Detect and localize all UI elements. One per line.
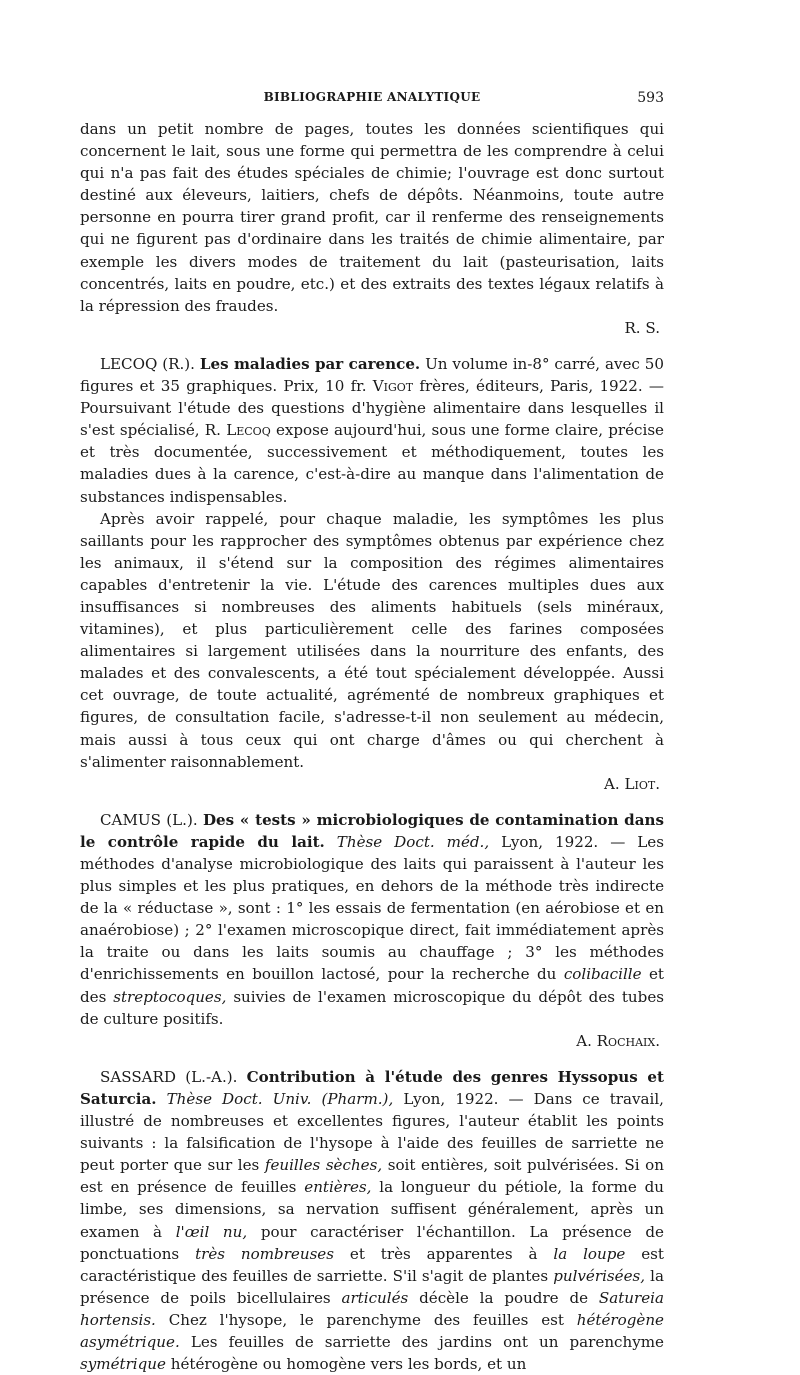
running-title: BIBLIOGRAPHIE ANALYTIQUE — [263, 90, 481, 104]
entry-title: Les maladies par carence. — [199, 354, 421, 373]
entry-publisher: Vigot — [372, 377, 414, 396]
entry-thesis: Thèse Doct. méd., — [336, 832, 490, 851]
entry-imprint: Un volume in-8° carré, avec 50 figures et 35 graphiques. Prix, 10 fr. — [80, 354, 664, 396]
entry-sassard-paragraph: SASSARD (L.-A.). Contribution à l'étude des genres Hyssopus et Saturcia. Thèse Doct. Univ. (Pharm.), Lyon, 1922. — Dans ce travail, illustré de nombreuses et excellentes figures, l'auteur établit les points suivants : la falsification de l'hysope à l'aide des feuilles de sarriette ne peut porter que sur les feuilles sèches, soit entières, soit pulvérisées. Si on est en présence de feuilles entières, la longueur du pétiole, la forme du limbe, ses dimensions, sa nervation suffisent généralement, après un examen à l'œil nu, pour caractériser l'échantillon. La présence de ponctuations très nombreuses et très apparentes à la loupe est caractéristique des feuilles de sarriette. S'il s'agit de plantes pulvérisées, la présence de poils bicellulaires articulés décèle la poudre de Satureia hortensis. Chez l'hysope, le parenchyme des feuilles est hétérogène asymétrique. Les feuilles de sarriette des jardins ont un parenchyme symétrique hétérogène ou homogène vers les bords, et un — [80, 1067, 665, 1374]
entry-author: SASSARD (L.-A.). — [100, 1067, 238, 1086]
entry-lecoq — [80, 353, 664, 795]
entry-title: Des « tests » microbiologiques de contamination dans le contrôle rapide du lait. — [80, 810, 664, 851]
entry-lecoq-signature: A. Liot. — [603, 774, 660, 793]
entry-camus — [80, 809, 664, 1052]
entry-lecoq-paragraph-2: Après avoir rappelé, pour chaque maladie, les symptômes les plus saillants pour les rapprocher des symptômes obtenus par expérience chez les animaux, il s'étend sur la composition des régimes alimentaires capables d'entretenir la vie. L'étude des carences multiples dues aux insuffisances si nombreuses des aliments habituels (sels minéraux, vitamines), et plus particulièrement celle des farines composées alimentaires si largement utilisées dans la nourriture des enfants, des malades et des convalescents, a été tout spécialement développée. Aussi cet ouvrage, de toute actualité, agrémenté de nombreux graphiques et figures, de consultation facile, s'adresse-t-il non seulement au médecin, mais aussi à tous ceux qui ont charge d'âmes ou qui cherchent à s'alimenter raisonnablement. — [80, 509, 664, 771]
entry-title: Contribution à l'étude des genres Hyssopus et Saturcia. — [80, 1067, 665, 1108]
entry-author: LECOQ (R.). — [100, 354, 195, 373]
entry-camus-paragraph: CAMUS (L.). Des « tests » microbiologiques de contamination dans le contrôle rapide du lait. Thèse Doct. méd., Lyon, 1922. — Les méthodes d'analyse microbiologique des laits qui paraissent à l'auteur les plus simples et les plus pratiques, en dehors de la méthode très indirecte de la « réductase », sont : 1° les essais de fermentation (en aérobiose et en anaérobiose) ; 2° l'examen microscopique direct, fait immédiatement après la traite ou dans les laits soumis au chauffage ; 3° les méthodes d'enrichissements en bouillon lactosé, pour la recherche du colibacille et des streptocoques, suivies de l'examen microscopique du dépôt des tubes de culture positifs. — [80, 810, 664, 1028]
entry-sassard — [80, 1066, 664, 1375]
entry-author: CAMUS (L.). — [100, 810, 198, 829]
page-body — [80, 118, 664, 1375]
continuation-signature: R. S. — [624, 318, 660, 337]
continuation-text: dans un petit nombre de pages, toutes les données scientifiques qui concernent le lait, sous une forme qui permettra de les comprendre à celui qui n'a pas fait des études spéciales de chimie; l'ouvrage est donc surtout destiné aux éleveurs, laitiers, chefs de dépôts. Néanmoins, toute autre personne en pourra tirer grand profit, car il renferme des renseignements qui ne figurent pas d'ordinaire dans les traités de chimie alimentaire, par exemple les divers modes de traitement du lait (pasteurisation, laits concentrés, laits en poudre, etc.) et des extraits des textes légaux relatifs à la répression des fraudes. — [80, 120, 664, 315]
entry-lecoq-paragraph-1: LECOQ (R.). Les maladies par carence. Un volume in-8° carré, avec 50 figures et 35 graphiques. Prix, 10 fr. Vigot frères, éditeurs, Paris, 1922. — Poursuivant l'étude des questions d'hygiène alimentaire dans lesquelles il s'est spécialisé, R. Lecoq expose aujourd'hui, sous une forme claire, précise et très documentée, successivement et méthodiquement, toutes les maladies dues à la carence, c'est-à-dire au manque dans l'alimentation de substances indispensables. — [80, 354, 664, 506]
entry-thesis: Thèse Doct. Univ. (Pharm.), — [166, 1089, 394, 1108]
page-number: 593 — [637, 90, 664, 106]
continuation-paragraph — [80, 118, 664, 317]
page-header — [80, 90, 664, 110]
entry-camus-signature: A. Rochaix. — [576, 1031, 660, 1050]
entry-author-ref: Lecoq — [226, 421, 271, 440]
